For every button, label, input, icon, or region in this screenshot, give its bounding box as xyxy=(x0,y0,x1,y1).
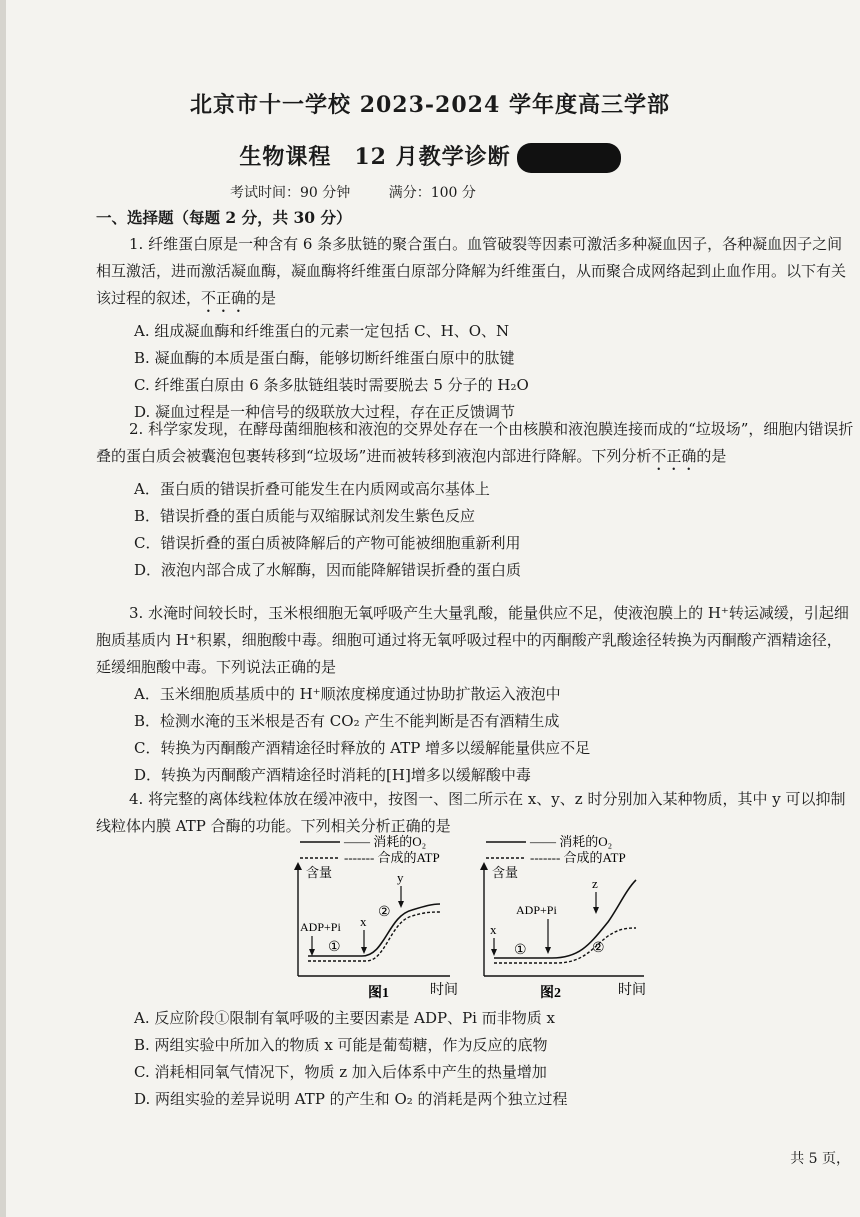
option-c: C. 纤维蛋白原由 6 条多肽链组装时需要脱去 5 分子的 H₂O xyxy=(134,376,529,394)
figure-1-caption: 图1 xyxy=(368,986,389,1001)
option-c: C. 消耗相同氧气情况下，物质 z 加入后体系中产生的热量增加 xyxy=(134,1063,547,1081)
question-stem xyxy=(96,416,856,474)
question-3 xyxy=(96,600,856,789)
x-axis-label: 时间 xyxy=(430,983,458,998)
stage-1: ① xyxy=(328,940,341,955)
option-c: C．转换为丙酮酸产酒精途径时释放的 ATP 增多以缓解能量供应不足 xyxy=(134,739,591,757)
legend-atp: ------- 合成的ATP xyxy=(344,850,440,865)
option-a: A. 反应阶段①限制有氧呼吸的主要因素是 ADP、Pi 而非物质 x xyxy=(134,1009,555,1027)
figure-panel xyxy=(290,830,660,1002)
option-d: D. 凝血过程是一种信号的级联放大过程，存在正反馈调节 xyxy=(134,403,516,421)
z-arrow-head xyxy=(593,907,599,914)
option-b: B．检测水淹的玉米根是否有 CO₂ 产生不能判断是否有酒精生成 xyxy=(134,712,560,730)
option-d: D. 两组实验的差异说明 ATP 的产生和 O₂ 的消耗是两个独立过程 xyxy=(134,1090,568,1108)
scan-edge xyxy=(0,0,6,1217)
y-axis-label: 含量 xyxy=(492,865,519,880)
school-title: 北京市十一学校 2023-2024 学年度高三学部 xyxy=(190,92,670,118)
full-score: 满分：100 分 xyxy=(388,185,476,201)
option-d: D．液泡内部合成了水解酶，因而能降解错误折叠的蛋白质 xyxy=(134,561,522,579)
question-4-options xyxy=(96,1005,856,1113)
question-2 xyxy=(96,416,856,584)
option-b: B. 凝血酶的本质是蛋白酶，能够切断纤维蛋白原中的肽键 xyxy=(134,349,515,367)
exam-time: 考试时间：90 分钟 xyxy=(230,185,351,201)
option-b: B. 两组实验中所加入的物质 x 可能是葡萄糖，作为反应的底物 xyxy=(134,1036,548,1054)
option-b: B．错误折叠的蛋白质能与双缩脲试剂发生紫色反应 xyxy=(134,507,476,525)
stage-2: ② xyxy=(378,905,391,920)
option-c: C．错误折叠的蛋白质被降解后的产物可能被细胞重新利用 xyxy=(134,534,521,552)
y-axis-arrow xyxy=(480,862,488,870)
x-axis-label: 时间 xyxy=(618,983,646,998)
question-stem xyxy=(96,231,856,316)
question-stem: 3. 水淹时间较长时，玉米根细胞无氧呼吸产生大量乳酸，能量供应不足，使液泡膜上的 H⁺转运减缓，引起细胞质基质内 H⁺积累，细胞酸中毒。细胞可通过将无氧呼吸过程中的丙酮酸产乳酸途径转换为丙酮酸产酒精途径，延缓细胞酸中毒。下列说法正确的是 xyxy=(96,604,849,676)
stage-2: ② xyxy=(592,941,605,956)
stem-text: 2. 科学家发现，在酵母菌细胞核和液泡的交界处存在一个由核膜和液泡膜连接而成的“垃圾场”，细胞内错误折叠的蛋白质会被囊泡包裹转移到“垃圾场”进而被转移到液泡内部进行降解。下列分析 xyxy=(96,420,854,465)
adp-label: ADP+Pi xyxy=(300,920,341,934)
course-title-text: 生物课程 12 月教学诊断 xyxy=(239,144,511,170)
y-arrow-head xyxy=(398,901,404,908)
option-a: A．蛋白质的错误折叠可能发生在内质网或高尔基体上 xyxy=(134,480,490,498)
adp-arrow-head xyxy=(309,949,315,956)
stage-1: ① xyxy=(514,943,527,958)
legend-o2: —— 消耗的O₂ xyxy=(530,834,613,849)
x-arrow-head xyxy=(361,947,367,954)
emphasis-text: 不正确 xyxy=(201,289,247,307)
redaction-mark xyxy=(517,143,621,173)
option-d: D．转换为丙酮酸产酒精途径时消耗的[H]增多以缓解酸中毒 xyxy=(134,766,531,784)
legend-atp: ------- 合成的ATP xyxy=(530,850,626,865)
page-count: 共 5 页， xyxy=(790,1151,850,1167)
adp-arrow-head xyxy=(545,947,551,954)
figure-1 xyxy=(294,834,458,1001)
figure-2 xyxy=(480,834,646,1001)
stem-end: 的是 xyxy=(246,289,277,307)
stem-text: 1. 纤维蛋白原是一种含有 6 条多肽链的聚合蛋白。血管破裂等因素可激活多种凝血因子，各种凝血因子之间相互激活，进而激活凝血酶，凝血酶将纤维蛋白原部分降解为纤维蛋白，从而聚合成网络起到止血作用。以下有关该过程的叙述， xyxy=(96,235,847,307)
marker-y: y xyxy=(397,870,404,885)
adp-label: ADP+Pi xyxy=(516,903,557,917)
section-title: 一、选择题（每题 2 分，共 30 分） xyxy=(96,208,352,227)
exam-info xyxy=(230,182,510,202)
emphasis-text: 不正确 xyxy=(651,447,697,465)
marker-x: x xyxy=(490,922,497,937)
figure-2-caption: 图2 xyxy=(540,986,561,1001)
marker-x: x xyxy=(360,914,367,929)
course-title xyxy=(0,140,860,173)
question-1 xyxy=(96,231,856,426)
legend-o2: —— 消耗的O₂ xyxy=(344,834,427,849)
question-stem: 4. 将完整的离体线粒体放在缓冲液中，按图一、图二所示在 x、y、z 时分别加入某种物质，其中 y 可以抑制线粒体内膜 ATP 合酶的功能。下列相关分析正确的是 xyxy=(96,790,846,835)
marker-z: z xyxy=(592,876,598,891)
stem-end: 的是 xyxy=(696,447,727,465)
option-a: A. 组成凝血酶和纤维蛋白的元素一定包括 C、H、O、N xyxy=(134,322,510,340)
y-axis-arrow xyxy=(294,862,302,870)
option-a: A．玉米细胞质基质中的 H⁺顺浓度梯度通过协助扩散运入液泡中 xyxy=(134,685,561,703)
x-arrow-head xyxy=(491,949,497,956)
y-axis-label: 含量 xyxy=(306,865,333,880)
